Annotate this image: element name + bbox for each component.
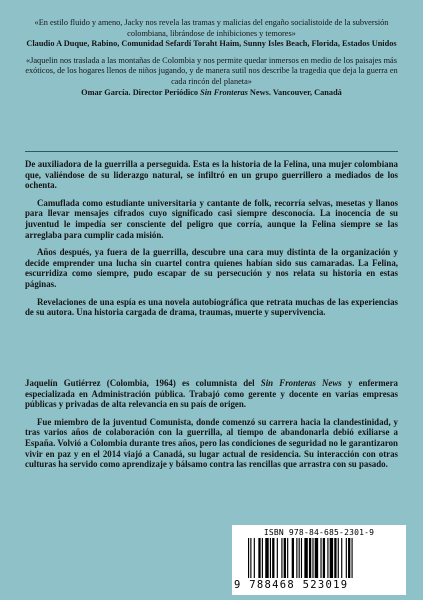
bio-text: Jaquelín Gutiérrez (Colombia, 1964) es columnista del (25, 378, 261, 388)
barcode-stripe (327, 538, 328, 578)
barcode-digits: 9 788468 523019 (234, 579, 349, 591)
barcode-stripe (334, 538, 336, 578)
barcode-stripe (323, 538, 325, 578)
review-quote (18, 18, 405, 50)
barcode-stripe (281, 538, 282, 578)
author-bio (25, 378, 398, 477)
barcode-stripe (338, 538, 339, 578)
barcode-stripe (304, 538, 307, 578)
barcode-stripe (315, 538, 318, 578)
review-quote (18, 56, 405, 98)
attribution-part: News. Vancouver, Canadá (247, 87, 342, 97)
barcode-stripe (330, 538, 333, 578)
synopsis-paragraph: Revelaciones de una espía es una novela autobiográfica que retrata muchas de las experiencias de su autora. Una historia cargada de drama, traumas, muerte y supervivencia. (25, 296, 398, 318)
bio-text: y enfermera especializada en Administración pública. Trabajó como gerente y docente en varias empresas públicas y privadas de alta relevancia en su país de origen. (25, 378, 398, 410)
barcode-stripe (272, 538, 274, 578)
isbn-barcode (232, 525, 406, 595)
barcode-stripe (287, 538, 288, 578)
quote-attribution (18, 88, 405, 99)
barcode-stripe (299, 538, 300, 578)
barcode-stripe (250, 538, 251, 578)
bio-paragraph: Fue miembro de la juventud Comunista, donde comenzó su carrera hacia la clandestinidad, y tras varios años de colaboración con la guerrilla, al tiempo de abandonarla debió exiliarse a España. Volvió a Colombia durante tres años, pero las condiciones de seguridad no le garantizaron vivir en paz y en el 2014 viajó a Canadá, su lugar actual de residencia. Su interacción con otras culturas ha servido como aprendizaje y bálsamo contra las rencillas que arrastra con su pasado. (25, 416, 398, 470)
barcode-stripe (341, 538, 342, 578)
attribution-part: Omar García. Director Periódico (81, 87, 201, 97)
quote-text: «Jaquelin nos traslada a las montañas de Colombia y nos permite quedar inmersos en medio de los paisajes más exóticos, de los hogares llenos de niños jugando, y de manera sutil nos describe la tragedia que deja la guerra en cada rincón del planeta» (25, 55, 398, 86)
barcode-bars (248, 538, 394, 578)
quote-attribution: Claudio A Duque, Rabino, Comunidad Sefardí Toraht Haim, Sunny Isles Beach, Florida, Estados Unidos (26, 39, 397, 49)
barcode-stripe (258, 538, 260, 578)
divider (25, 151, 398, 152)
barcode-stripe (284, 538, 286, 578)
barcode-stripe (254, 538, 255, 578)
synopsis-paragraph: Años después, ya fuera de la guerrilla, descubre una cara muy distinta de la organización y decide emprender una lucha sin cuartel contra quienes habían sido sus camaradas. La Felina, escurridiza como siempre, pudo escapar de su persecución y nos relata su historia en estas páginas. (25, 247, 398, 289)
newspaper-name: Sin Fronteras (200, 87, 248, 97)
synopsis-paragraph: Camuflada como estudiante universitaria y cantante de folk, recorría selvas, mesetas y llanos para llevar mensajes cifrados cuyo significado casi siempre desconocía. La inocencia de su juventud le impedía ser consciente del peligro que corría, aunque la Felina siempre se las arreglaba para cumplir cada misión. (25, 197, 398, 240)
barcode-stripe (312, 538, 313, 578)
barcode-stripe (301, 538, 302, 578)
barcode-stripe (265, 538, 268, 578)
barcode-stripe (320, 538, 321, 578)
barcode-stripe (248, 538, 249, 578)
barcode-stripe (296, 538, 297, 578)
review-quotes (18, 18, 405, 104)
bio-paragraph (25, 378, 398, 410)
barcode-stripe (352, 538, 353, 578)
barcode-stripe (309, 538, 311, 578)
barcode-stripe (292, 538, 294, 578)
isbn-label: ISBN 978-84-685-2301-9 (263, 528, 375, 537)
barcode-stripe (277, 538, 278, 578)
barcode-stripe (346, 538, 347, 578)
newspaper-name: Sin Fronteras News (260, 378, 342, 388)
synopsis-paragraph: De auxiliadora de la guerrilla a perseguida. Esta es la historia de la Felina, una mujer colombiana que, valiéndose de su liderazgo natural, se infiltró en un grupo guerrillero a mediados de los ochenta. (25, 159, 398, 191)
barcode-stripe (348, 538, 350, 578)
barcode-stripe (262, 538, 263, 578)
quote-text: «En estilo fluido y ameno, Jacky nos revela las tramas y malicias del engaño socialistoide de la subversión colombiana, librándose de inhibiciones y temores» (34, 18, 389, 38)
synopsis (25, 159, 398, 325)
barcode-stripe (270, 538, 271, 578)
